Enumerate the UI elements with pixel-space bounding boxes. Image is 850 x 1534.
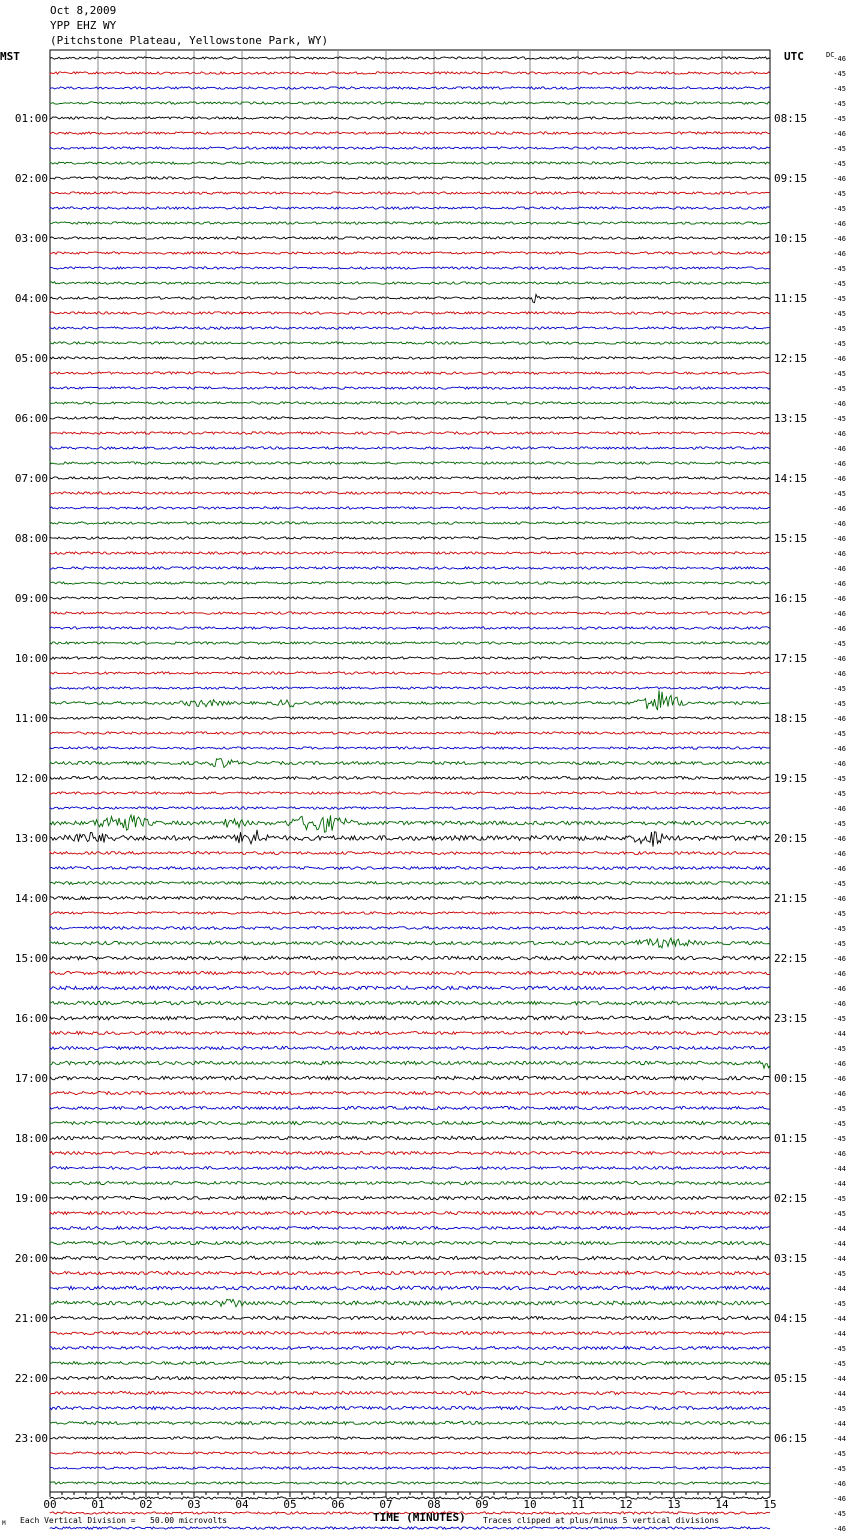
seismic-trace [50,597,770,599]
seismic-trace [50,567,770,569]
dc-offset-label: -46 [833,805,846,813]
x-tick-label: 07 [379,1498,393,1511]
seismic-trace [50,927,770,930]
left-hour-label: 07:00 [14,472,48,485]
x-tick-label: 02 [139,1498,153,1511]
seismic-trace [50,690,770,710]
dc-offset-label: -46 [833,850,846,858]
seismic-trace [50,117,770,119]
right-hour-label: 01:15 [774,1132,808,1145]
seismic-trace [50,72,770,74]
right-hour-label: 00:15 [774,1072,808,1085]
seismic-trace [50,432,770,434]
dc-offset-label: -46 [833,670,846,678]
x-tick-label: 00 [43,1498,57,1511]
seismic-trace [50,1331,770,1334]
dc-label: DC [826,51,835,59]
right-timezone-label: UTC [784,50,804,63]
dc-offset-label: -45 [833,1270,846,1278]
dc-offset-label: -45 [833,880,846,888]
seismic-trace [50,1467,770,1469]
seismic-trace [50,777,770,780]
dc-offset-label: -45 [833,340,846,348]
seismic-trace [50,627,770,629]
dc-offset-label: -44 [833,1315,846,1323]
left-hour-label: 18:00 [14,1132,48,1145]
seismic-trace [50,1106,770,1109]
right-hour-label: 20:15 [774,832,808,845]
dc-offset-label: -45 [833,115,846,123]
dc-offset-label: -45 [833,70,846,78]
dc-offset-label: -46 [833,895,846,903]
dc-offset-label: -45 [833,385,846,393]
x-tick-label: 01 [91,1498,105,1511]
right-hour-label: 09:15 [774,172,808,185]
right-hour-label: 15:15 [774,532,808,545]
clip-note: Traces clipped at plus/minus 5 vertical divisions [483,1516,720,1525]
dc-offset-label: -45 [833,1510,846,1518]
dc-offset-label: -45 [833,190,846,198]
seismic-trace [50,342,770,344]
dc-offset-label: -46 [833,130,846,138]
seismic-trace [50,1016,770,1020]
x-tick-label: 11 [571,1498,585,1511]
dc-offset-label: -46 [833,1150,846,1158]
seismic-trace [50,882,770,885]
dc-offset-label: -46 [833,1000,846,1008]
dc-offset-label: -46 [833,475,846,483]
right-hour-label: 02:15 [774,1192,808,1205]
seismic-trace [50,1001,770,1005]
seismic-trace [50,956,770,960]
seismic-trace [50,1271,770,1274]
dc-offset-label: -46 [833,970,846,978]
seismic-trace [50,1527,770,1529]
right-hour-label: 06:15 [774,1432,808,1445]
dc-offset-label: -45 [833,940,846,948]
left-hour-label: 04:00 [14,292,48,305]
seismic-trace [50,447,770,449]
seismic-trace [50,830,770,847]
plot-date: Oct 8,2009 [50,4,117,17]
seismic-trace [50,252,770,254]
dc-offset-label: -46 [833,550,846,558]
seismic-trace [50,612,770,614]
right-hour-label: 11:15 [774,292,808,305]
dc-offset-label: -46 [833,715,846,723]
seismic-trace [50,177,770,179]
dc-offset-label: -45 [833,1015,846,1023]
right-hour-label: 23:15 [774,1012,808,1025]
seismic-trace [50,852,770,855]
dc-offset-label: -45 [833,685,846,693]
x-tick-label: 10 [523,1498,537,1511]
seismic-trace [50,327,770,329]
seismic-trace [50,1437,770,1439]
left-hour-label: 23:00 [14,1432,48,1445]
seismic-trace [50,1182,770,1185]
left-hour-label: 08:00 [14,532,48,545]
dc-offset-label: -45 [833,160,846,168]
seismic-trace [50,222,770,224]
dc-offset-label: -46 [833,865,846,873]
seismic-trace [50,986,770,990]
dc-offset-label: -44 [833,1030,846,1038]
station-code: YPP EHZ WY [50,19,117,32]
seismic-trace [50,402,770,404]
seismic-trace [50,1452,770,1454]
left-hour-label: 21:00 [14,1312,48,1325]
seismic-trace [50,1316,770,1319]
dc-offset-label: -45 [833,1300,846,1308]
dc-offset-label: -45 [833,730,846,738]
left-hour-label: 19:00 [14,1192,48,1205]
seismic-trace [50,387,770,389]
dc-offset-label: -44 [833,1330,846,1338]
seismic-trace [50,1391,770,1394]
right-hour-label: 16:15 [774,592,808,605]
seismic-trace [50,747,770,749]
dc-offset-label: -45 [833,370,846,378]
left-hour-label: 17:00 [14,1072,48,1085]
seismic-trace [50,912,770,914]
seismic-trace [50,717,770,719]
seismic-trace [50,357,770,359]
dc-offset-label: -45 [833,265,846,273]
dc-offset-label: -45 [833,910,846,918]
dc-offset-label: -45 [833,1405,846,1413]
seismic-trace [50,522,770,524]
left-hour-label: 05:00 [14,352,48,365]
dc-offset-label: -45 [833,790,846,798]
right-hour-label: 04:15 [774,1312,808,1325]
left-hour-label: 02:00 [14,172,48,185]
dc-offset-label: -46 [833,835,846,843]
dc-offset-label: -46 [833,1090,846,1098]
seismic-trace [50,237,770,239]
left-hour-label: 09:00 [14,592,48,605]
seismic-trace [50,417,770,419]
right-hour-label: 14:15 [774,472,808,485]
dc-offset-label: -46 [833,955,846,963]
dc-offset-label: -44 [833,1255,846,1263]
dc-offset-label: -46 [833,445,846,453]
seismic-trace [50,657,770,659]
x-tick-label: 14 [715,1498,729,1511]
dc-offset-label: -45 [833,1105,846,1113]
seismic-trace [50,57,770,59]
seismic-trace [50,1241,770,1244]
dc-offset-label: -46 [833,1495,846,1503]
dc-offset-label: -45 [833,85,846,93]
x-tick-label: 09 [475,1498,489,1511]
right-hour-label: 22:15 [774,952,808,965]
seismic-trace [50,759,770,768]
seismic-trace [50,582,770,584]
seismic-trace [50,807,770,809]
dc-offset-label: -45 [833,205,846,213]
right-hour-label: 12:15 [774,352,808,365]
left-hour-label: 16:00 [14,1012,48,1025]
dc-offset-label: -45 [833,310,846,318]
dc-offset-label: -46 [833,610,846,618]
seismic-trace [50,1421,770,1424]
seismic-trace [50,312,770,314]
seismic-trace [50,1497,770,1499]
seismic-trace [50,1136,770,1139]
left-hour-label: 13:00 [14,832,48,845]
dc-offset-label: -45 [833,1345,846,1353]
x-axis-label: TIME (MINUTES) [373,1511,466,1524]
left-hour-label: 10:00 [14,652,48,665]
dc-offset-label: -44 [833,1180,846,1188]
left-hour-label: 01:00 [14,112,48,125]
left-hour-label: 03:00 [14,232,48,245]
seismic-trace [50,1211,770,1214]
x-tick-label: 12 [619,1498,633,1511]
left-hour-label: 12:00 [14,772,48,785]
dc-offset-label: -44 [833,1165,846,1173]
dc-offset-label: -46 [833,985,846,993]
seismic-trace [50,192,770,194]
dc-offset-label: -46 [833,625,846,633]
seismic-trace [50,207,770,209]
x-tick-label: 06 [331,1498,345,1511]
left-timezone-label: MST [0,50,20,63]
seismic-trace [50,1482,770,1484]
dc-offset-label: -45 [833,925,846,933]
dc-offset-label: -46 [833,655,846,663]
dc-offset-label: -46 [833,250,846,258]
right-hour-label: 05:15 [774,1372,808,1385]
seismic-trace [50,462,770,464]
dc-offset-label: -46 [833,760,846,768]
right-hour-label: 10:15 [774,232,808,245]
dc-offset-label: -44 [833,1390,846,1398]
dc-offset-label: -45 [833,1360,846,1368]
dc-offset-label: -46 [833,55,846,63]
seismic-trace [50,1076,770,1080]
dc-offset-label: -46 [833,505,846,513]
dc-offset-label: -46 [833,430,846,438]
dc-offset-label: -46 [833,520,846,528]
dc-offset-label: -45 [833,1450,846,1458]
left-hour-label: 06:00 [14,412,48,425]
dc-offset-label: -46 [833,595,846,603]
seismic-trace [50,792,770,794]
seismic-trace [50,938,770,948]
dc-offset-label: -46 [833,745,846,753]
seismic-trace [50,102,770,104]
dc-offset-label: -45 [833,775,846,783]
dc-offset-label: -46 [833,535,846,543]
dc-offset-label: -45 [833,640,846,648]
dc-offset-label: -45 [833,295,846,303]
corner-mark: M [2,1520,6,1527]
right-hour-label: 08:15 [774,112,808,125]
dc-offset-label: -44 [833,1435,846,1443]
seismic-trace [50,1167,770,1170]
dc-offset-label: -45 [833,325,846,333]
dc-offset-label: -44 [833,1240,846,1248]
dc-offset-label: -46 [833,460,846,468]
seismic-trace [50,897,770,900]
seismic-trace [50,971,770,974]
seismic-trace [50,1046,770,1049]
seismic-trace [50,687,770,689]
dc-offset-label: -46 [833,355,846,363]
dc-offset-label: -46 [833,1075,846,1083]
x-tick-label: 08 [427,1498,441,1511]
right-hour-label: 21:15 [774,892,808,905]
seismic-trace [50,1031,770,1034]
station-location: (Pitchstone Plateau, Yellowstone Park, WY) [50,34,329,47]
seismic-trace [50,867,770,870]
seismic-trace [50,492,770,494]
dc-offset-label: -45 [833,280,846,288]
dc-offset-label: -45 [833,700,846,708]
dc-offset-label: -45 [833,820,846,828]
dc-offset-label: -45 [833,1195,846,1203]
dc-offset-label: -45 [833,1210,846,1218]
dc-offset-label: -45 [833,100,846,108]
x-tick-label: 13 [667,1498,681,1511]
dc-offset-label: -46 [833,1480,846,1488]
seismic-trace [50,294,770,302]
seismic-trace [50,1196,770,1199]
x-tick-label: 05 [283,1498,297,1511]
dc-offset-label: -45 [833,1045,846,1053]
right-hour-label: 19:15 [774,772,808,785]
dc-offset-label: -46 [833,565,846,573]
right-hour-label: 13:15 [774,412,808,425]
seismic-trace [50,537,770,539]
dc-offset-label: -44 [833,1225,846,1233]
seismic-trace [50,1346,770,1349]
scale-note: Each Vertical Division = 50.00 microvolts [20,1516,228,1525]
seismic-trace [50,1361,770,1364]
seismic-trace [50,732,770,734]
seismic-trace [50,372,770,374]
dc-offset-label: -44 [833,1420,846,1428]
x-tick-label: 15 [763,1498,777,1511]
right-hour-label: 18:15 [774,712,808,725]
dc-offset-label: -46 [833,1525,846,1533]
x-tick-label: 03 [187,1498,201,1511]
left-hour-label: 20:00 [14,1252,48,1265]
right-hour-label: 17:15 [774,652,808,665]
seismic-trace [50,1376,770,1379]
seismic-trace [50,1406,770,1409]
seismic-trace [50,1061,770,1068]
dc-offset-label: -45 [833,145,846,153]
x-tick-label: 04 [235,1498,249,1511]
seismic-trace [50,642,770,644]
dc-offset-label: -45 [833,415,846,423]
seismic-trace [50,552,770,554]
left-hour-label: 14:00 [14,892,48,905]
dc-offset-label: -46 [833,235,846,243]
seismic-trace [50,1121,770,1124]
seismic-trace [50,1091,770,1094]
dc-offset-label: -45 [833,1465,846,1473]
seismic-trace [50,672,770,674]
seismic-trace [50,132,770,134]
dc-offset-label: -44 [833,1285,846,1293]
dc-offset-label: -45 [833,490,846,498]
right-hour-label: 03:15 [774,1252,808,1265]
dc-offset-label: -45 [833,1135,846,1143]
seismic-trace [50,87,770,89]
dc-offset-label: -46 [833,400,846,408]
dc-offset-label: -44 [833,1375,846,1383]
seismic-trace [50,1152,770,1155]
seismic-trace [50,815,770,832]
seismic-trace [50,507,770,509]
dc-offset-label: -45 [833,1120,846,1128]
seismic-trace [50,477,770,479]
seismic-trace [50,147,770,149]
seismic-trace [50,1226,770,1229]
seismic-trace [50,162,770,164]
seismic-trace [50,267,770,269]
seismic-trace [50,1256,770,1260]
seismic-trace [50,1286,770,1290]
left-hour-label: 11:00 [14,712,48,725]
dc-offset-label: -46 [833,580,846,588]
left-hour-label: 15:00 [14,952,48,965]
dc-offset-label: -46 [833,220,846,228]
dc-offset-label: -46 [833,1060,846,1068]
dc-offset-label: -46 [833,175,846,183]
seismic-trace [50,1299,770,1307]
seismic-trace [50,282,770,284]
left-hour-label: 22:00 [14,1372,48,1385]
